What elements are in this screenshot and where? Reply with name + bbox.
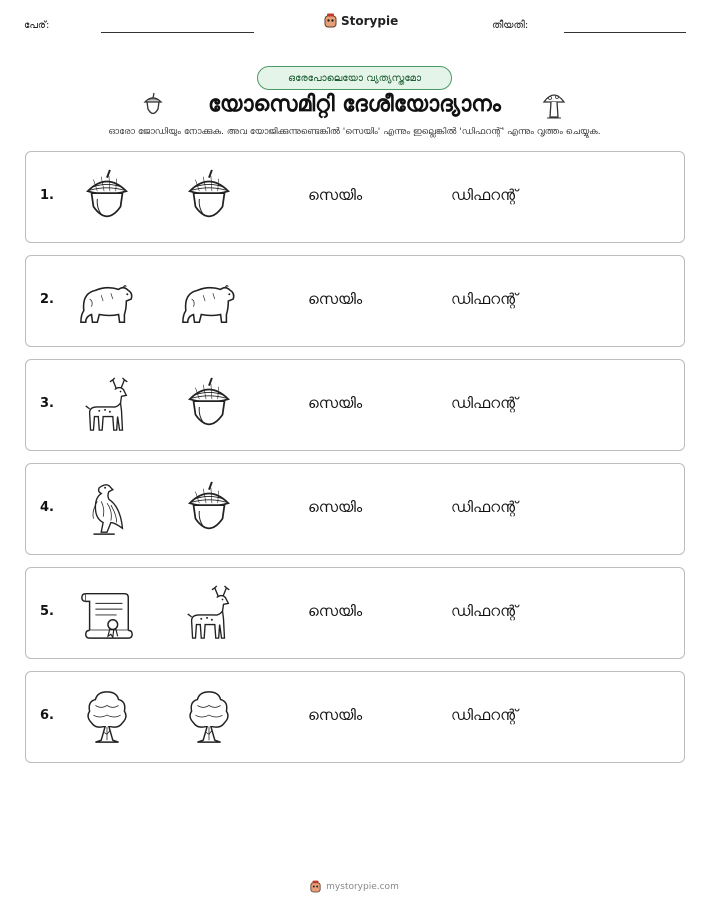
name-line[interactable] [101, 32, 254, 33]
instructions: ഓരോ ജോഡിയും നോക്കുക. അവ യോജിക്കുന്നുണ്ടെങ്കിൽ 'സെയിം' എന്നും ഇല്ലെങ്കിൽ 'ഡിഫറന്റ്' എന്നും വൃത്തം ചെയ്യുക. [108, 127, 601, 137]
question-number: 6. [40, 708, 54, 723]
acorn-icon [180, 480, 238, 538]
same-option[interactable]: സെയിം [308, 602, 363, 620]
question-number: 3. [40, 396, 54, 411]
same-option[interactable]: സെയിം [308, 706, 363, 724]
different-option[interactable]: ഡിഫറന്റ് [451, 394, 518, 412]
worksheet-title: യോസെമിറ്റി ദേശീയോദ്യാനം [208, 92, 501, 117]
footer-url[interactable]: mystorypie.com [326, 881, 399, 892]
acorn-icon [78, 168, 136, 226]
deer-icon [78, 376, 136, 434]
question-number: 5. [40, 604, 54, 619]
question-number: 1. [40, 188, 54, 203]
question-row-3 [25, 359, 685, 451]
same-option[interactable]: സെയിം [308, 290, 363, 308]
date-line[interactable] [564, 32, 686, 33]
title-row [0, 90, 709, 122]
question-row-2 [25, 255, 685, 347]
question-row-1 [25, 151, 685, 243]
bear-icon [180, 272, 238, 330]
eagle-icon [78, 480, 136, 538]
same-option[interactable]: സെയിം [308, 186, 363, 204]
question-row-4 [25, 463, 685, 555]
worksheet-type-badge: ഒരേപോലെയോ വ്യത്യസ്തമോ [257, 66, 452, 90]
brand-name: Storypie [341, 13, 399, 28]
date-label: തീയതി: [492, 20, 529, 31]
same-option[interactable]: സെയിം [308, 394, 363, 412]
acorn-icon [180, 376, 238, 434]
acorn-icon [180, 168, 238, 226]
brand-logo [324, 13, 398, 28]
question-number: 2. [40, 292, 54, 307]
bear-icon [78, 272, 136, 330]
different-option[interactable]: ഡിഫറന്റ് [451, 186, 518, 204]
footer [0, 880, 709, 893]
name-label: പേര്: [24, 20, 50, 31]
different-option[interactable]: ഡിഫറന്റ് [451, 498, 518, 516]
tree-icon [78, 688, 136, 746]
question-row-6 [25, 671, 685, 763]
same-option[interactable]: സെയിം [308, 498, 363, 516]
different-option[interactable]: ഡിഫറന്റ് [451, 706, 518, 724]
deer-icon [180, 584, 238, 642]
question-number: 4. [40, 500, 54, 515]
tree-icon [180, 688, 238, 746]
different-option[interactable]: ഡിഫറന്റ് [451, 602, 518, 620]
different-option[interactable]: ഡിഫറന്റ് [451, 290, 518, 308]
scroll-icon [78, 584, 136, 642]
question-row-5 [25, 567, 685, 659]
storypie-mascot-icon [324, 13, 337, 28]
storypie-mascot-icon [310, 880, 321, 893]
mushroom-icon [542, 90, 566, 120]
